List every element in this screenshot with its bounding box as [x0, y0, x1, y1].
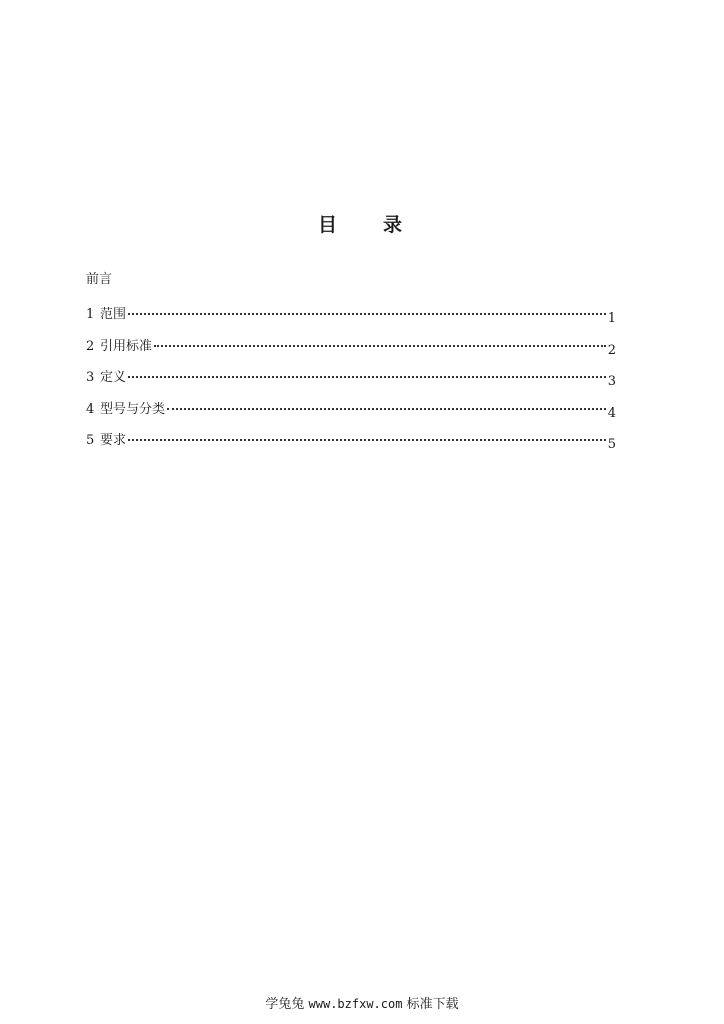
toc-preface: 前言	[86, 272, 113, 287]
toc-list	[86, 303, 616, 461]
toc-item-page: 4	[607, 405, 616, 421]
toc-item-number: 3	[86, 370, 95, 385]
footer-url-link[interactable]: www.bzfxw.com	[308, 997, 403, 1011]
toc-item-page: 2	[607, 342, 616, 358]
toc-item	[86, 335, 616, 367]
footer-prefix: 学兔兔	[265, 997, 309, 1012]
toc-item-page: 3	[607, 374, 616, 389]
toc-item-label: 型号与分类	[100, 401, 166, 417]
toc-title	[0, 210, 722, 237]
toc-item	[86, 429, 616, 461]
toc-item-leader	[128, 313, 606, 315]
toc-item	[86, 366, 616, 398]
toc-item-label: 范围	[100, 307, 127, 322]
toc-item-leader	[128, 376, 606, 378]
toc-item-label: 定义	[100, 370, 127, 385]
toc-item-label: 引用标准	[100, 338, 153, 354]
toc-item-leader	[128, 439, 606, 441]
toc-title-char-2: 录	[383, 214, 403, 236]
toc-item-page: 5	[607, 437, 616, 452]
toc-item-page: 1	[607, 311, 616, 326]
toc-item	[86, 398, 616, 430]
toc-item-number: 5	[86, 433, 95, 448]
toc-item-number: 4	[86, 401, 95, 417]
toc-item-number: 2	[86, 338, 95, 354]
toc-item-number: 1	[86, 307, 95, 322]
toc-item-leader	[154, 345, 606, 347]
footer-suffix: 标准下载	[402, 997, 459, 1012]
footer-watermark	[0, 993, 724, 1012]
toc-item-leader	[167, 408, 606, 410]
toc-title-char-1: 目	[317, 214, 337, 236]
toc-item-label: 要求	[100, 433, 127, 448]
toc-item	[86, 303, 616, 335]
